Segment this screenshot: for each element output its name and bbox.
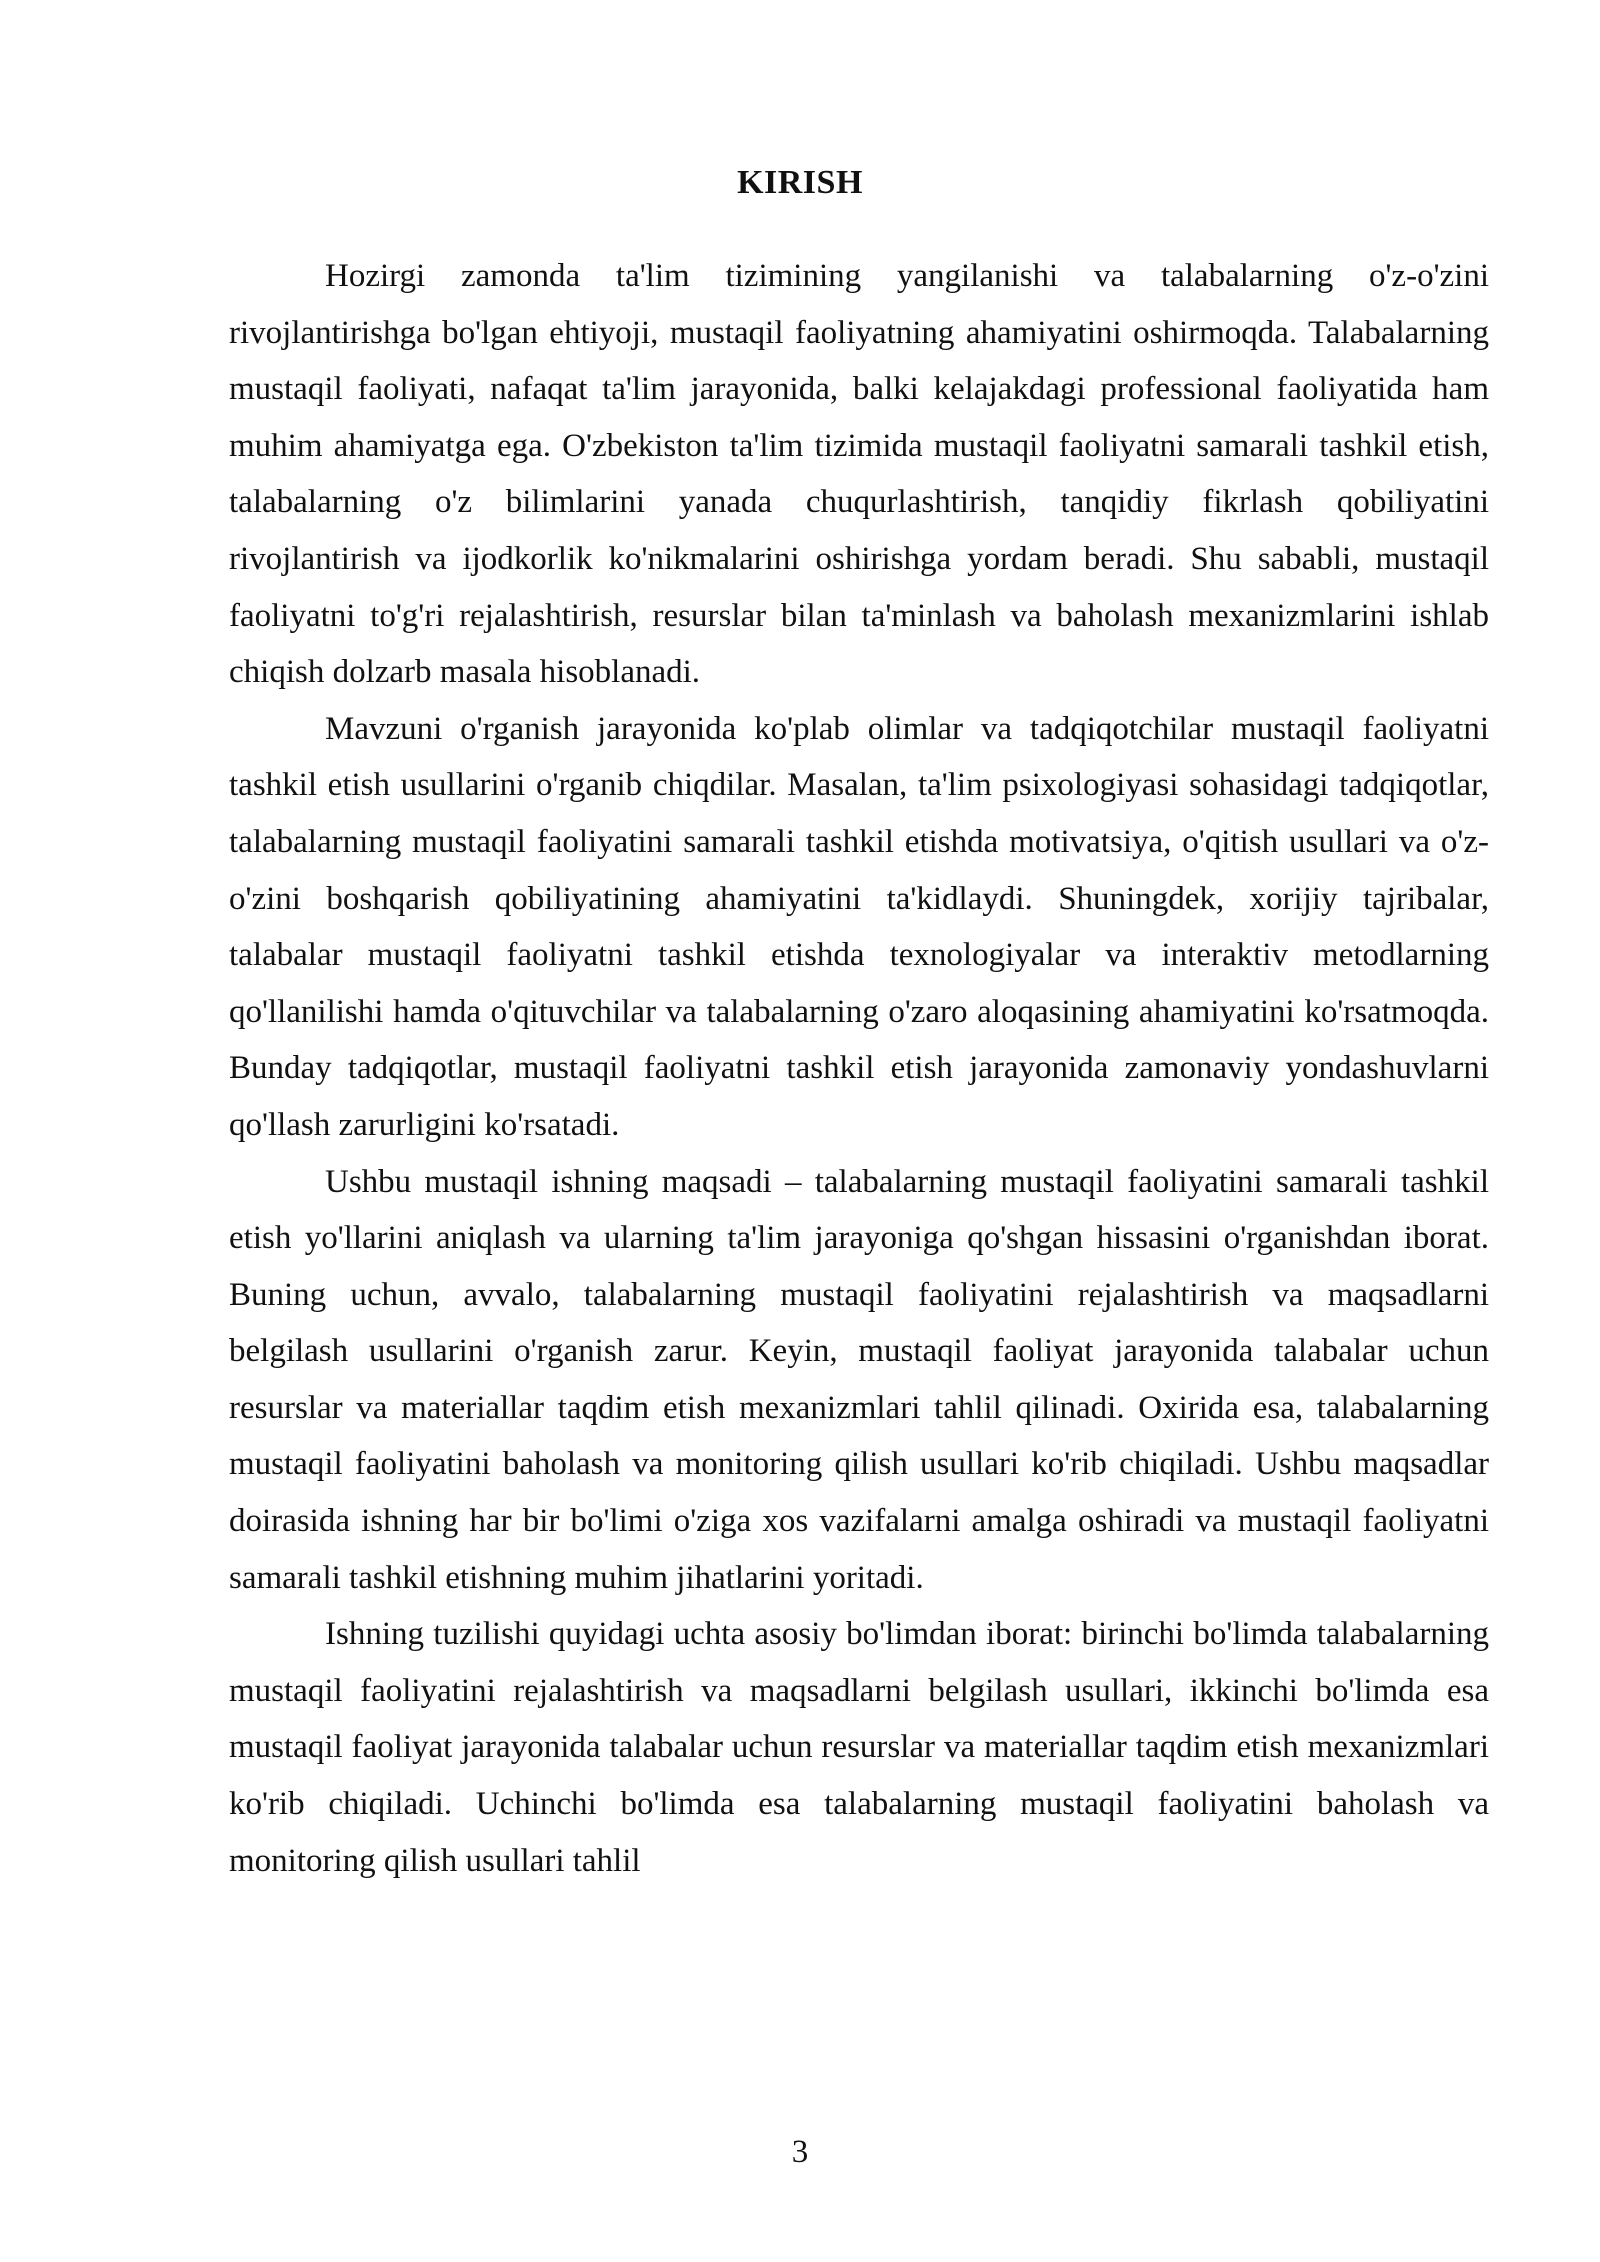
document-body xyxy=(229,248,1489,1889)
paragraph-2: Mavzuni o'rganish jarayonida ko'plab olimlar va tadqiqotchilar mustaqil faoliyatni tashkil etish usullarini o'rganib chiqdilar. Masalan, ta'lim psixologiyasi sohasidagi tadqiqotlar, talabalarning mustaqil faoliyatini samarali tashkil etishda motivatsiya, o'qitish usullari va o'z-o'zini boshqarish qobiliyatining ahamiyatini ta'kidlaydi. Shuningdek, xorijiy tajribalar, talabalar mustaqil faoliyatni tashkil etishda texnologiyalar va interaktiv metodlarning qo'llanilishi hamda o'qituvchilar va talabalarning o'zaro aloqasining ahamiyatini ko'rsatmoqda. Bunday tadqiqotlar, mustaqil faoliyatni tashkil etish jarayonida zamonaviy yondashuvlarni qo'llash zarurligini ko'rsatadi. xyxy=(229,710,1489,1143)
paragraph-3: Ushbu mustaqil ishning maqsadi – talabalarning mustaqil faoliyatini samarali tashkil etish yo'llarini aniqlash va ularning ta'lim jarayoniga qo'shgan hissasini o'rganishdan iborat. Buning uchun, avvalo, talabalarning mustaqil faoliyatini rejalashtirish va maqsadlarni belgilash usullarini o'rganish zarur. Keyin, mustaqil faoliyat jarayonida talabalar uchun resurslar va materiallar taqdim etish mexanizmlari tahlil qilinadi. Oxirida esa, talabalarning mustaqil faoliyatini baholash va monitoring qilish usullari ko'rib chiqiladi. Ushbu maqsadlar doirasida ishning har bir bo'limi o'ziga xos vazifalarni amalga oshiradi va mustaqil faoliyatni samarali tashkil etishning muhim jihatlarini yoritadi. xyxy=(229,1163,1489,1596)
paragraph-4: Ishning tuzilishi quyidagi uchta asosiy bo'limdan iborat: birinchi bo'limda talabalarning mustaqil faoliyatini rejalashtirish va maqsadlarni belgilash usullari, ikkinchi bo'limda esa mustaqil faoliyat jarayonida talabalar uchun resurslar va materiallar taqdim etish mexanizmlari ko'rib chiqiladi. Uchinchi bo'limda esa talabalarning mustaqil faoliyatini baholash va monitoring qilish usullari tahlil xyxy=(229,1616,1489,1879)
page-title: KIRISH xyxy=(737,164,863,201)
page-number: 3 xyxy=(791,2134,809,2170)
paragraph-1: Hozirgi zamonda ta'lim tizimining yangilanishi va talabalarning o'z-o'zini rivojlantirishga bo'lgan ehtiyoji, mustaqil faoliyatning ahamiyatini oshirmoqda. Talabalarning mustaqil faoliyati, nafaqat ta'lim jarayonida, balki kelajakdagi professional faoliyatida ham muhim ahamiyatga ega. O'zbekiston ta'lim tizimida mustaqil faoliyatni samarali tashkil etish, talabalarning o'z bilimlarini yanada chuqurlashtirish, tanqidiy fikrlash qobiliyatini rivojlantirish va ijodkorlik ko'nikmalarini oshirishga yordam beradi. Shu sababli, mustaqil faoliyatni to'g'ri rejalashtirish, resurslar bilan ta'minlash va baholash mexanizmlarini ishlab chiqish dolzarb masala hisoblanadi. xyxy=(229,258,1489,691)
